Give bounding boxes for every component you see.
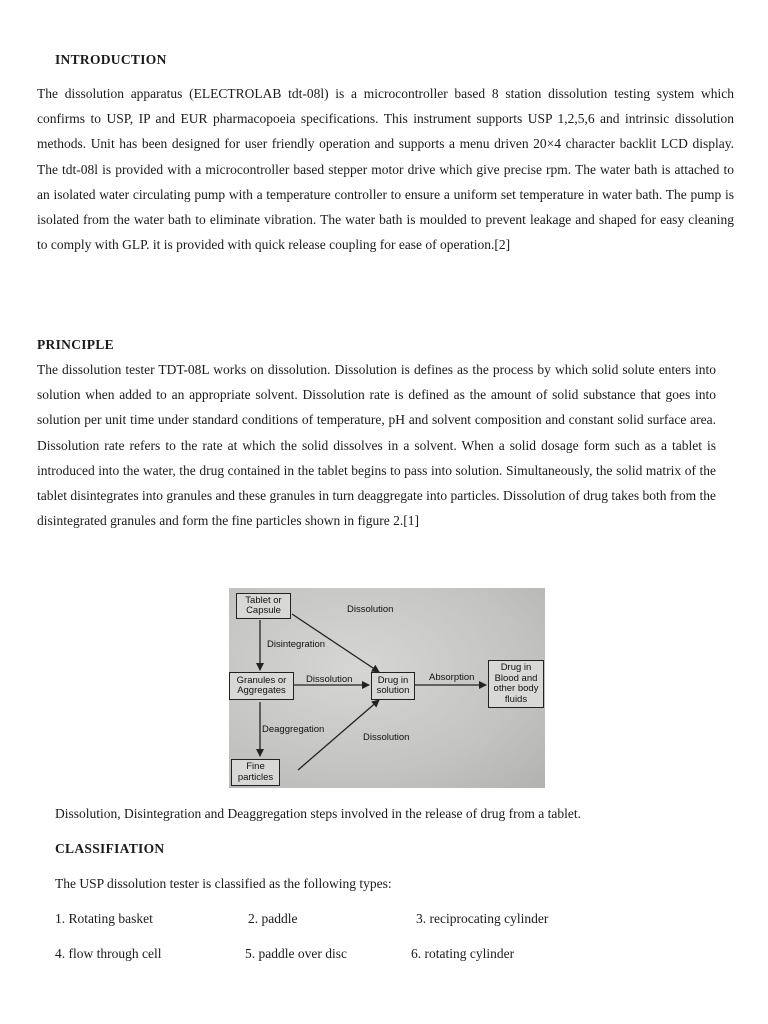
drug-in-solution-box: Drug in solution — [371, 672, 415, 700]
introduction-paragraph: The dissolution apparatus (ELECTROLAB tdt-08l) is a microcontroller based 8 station dissolution testing system which confirms to USP, IP and EUR pharmacopoeia specifications. This instrument supports USP 1,2,5,6 and intrinsic dissolution methods. Unit has been designed for user friendly operation and supports a menu driven 20×4 character backlit LCD display. The tdt-08l is provided with a microcontroller based stepper motor drive which give precise rpm. The water bath is attached to an isolated water circulating pump with a temperature controller to ensure a uniform set temperature in water bath. The pump is isolated from the water bath to eliminate vibration. The water bath is moulded to prevent leakage and shaped for easy cleaning to comply with GLP. it is provided with quick release coupling for ease of operation.[2] — [37, 86, 734, 253]
classification-type-4: 4. flow through cell — [55, 946, 162, 961]
fine-particles-box: Fine particles — [231, 759, 280, 786]
principle-paragraph: The dissolution tester TDT-08L works on dissolution. Dissolution is defines as the process by which solid solute enters into solution when added to an appropriate solvent. Dissolution rate is defined as the amount of solid substance that goes into solution per unit time under standard conditions of temperature, pH and solvent composition and constant solid surface area. Dissolution rate refers to the rate at which the solid dissolves in a solvent. When a solid dosage form such as a tablet is introduced into the water, the drug contained in the tablet begins to pass into solution. Simultaneously, the solid matrix of the tablet disintegrates into granules and these granules in turn deaggregate into particles. Dissolution of drug takes both from the disintegrated granules and form the fine particles shown in figure 2.[1] — [37, 362, 716, 529]
classification-type-1: 1. Rotating basket — [55, 911, 153, 926]
granules-aggregates-box: Granules or Aggregates — [229, 672, 294, 700]
label-deaggregation: Deaggregation — [262, 724, 325, 735]
label-absorption: Absorption — [429, 672, 475, 683]
principle-heading: PRINCIPLE — [37, 337, 114, 352]
classification-type-2: 2. paddle — [248, 911, 298, 926]
label-dissolution-mid: Dissolution — [306, 674, 353, 685]
classification-intro: The USP dissolution tester is classified as the following types: — [55, 876, 392, 891]
classification-heading: CLASSIFIATION — [55, 841, 165, 856]
label-dissolution-top: Dissolution — [347, 604, 394, 615]
classification-type-3: 3. reciprocating cylinder — [416, 911, 549, 926]
figure-caption: Dissolution, Disintegration and Deaggregation steps involved in the release of drug from a tablet. — [55, 806, 581, 821]
label-disintegration: Disintegration — [267, 639, 326, 650]
classification-type-6: 6. rotating cylinder — [411, 946, 515, 961]
tablet-capsule-box: Tablet or Capsule — [236, 593, 291, 619]
dissolution-flow-diagram — [229, 588, 545, 788]
introduction-heading: INTRODUCTION — [55, 52, 167, 67]
label-dissolution-bottom: Dissolution — [363, 732, 410, 743]
classification-type-5: 5. paddle over disc — [245, 946, 347, 961]
drug-in-blood-box: Drug in Blood and other body fluids — [488, 660, 544, 708]
